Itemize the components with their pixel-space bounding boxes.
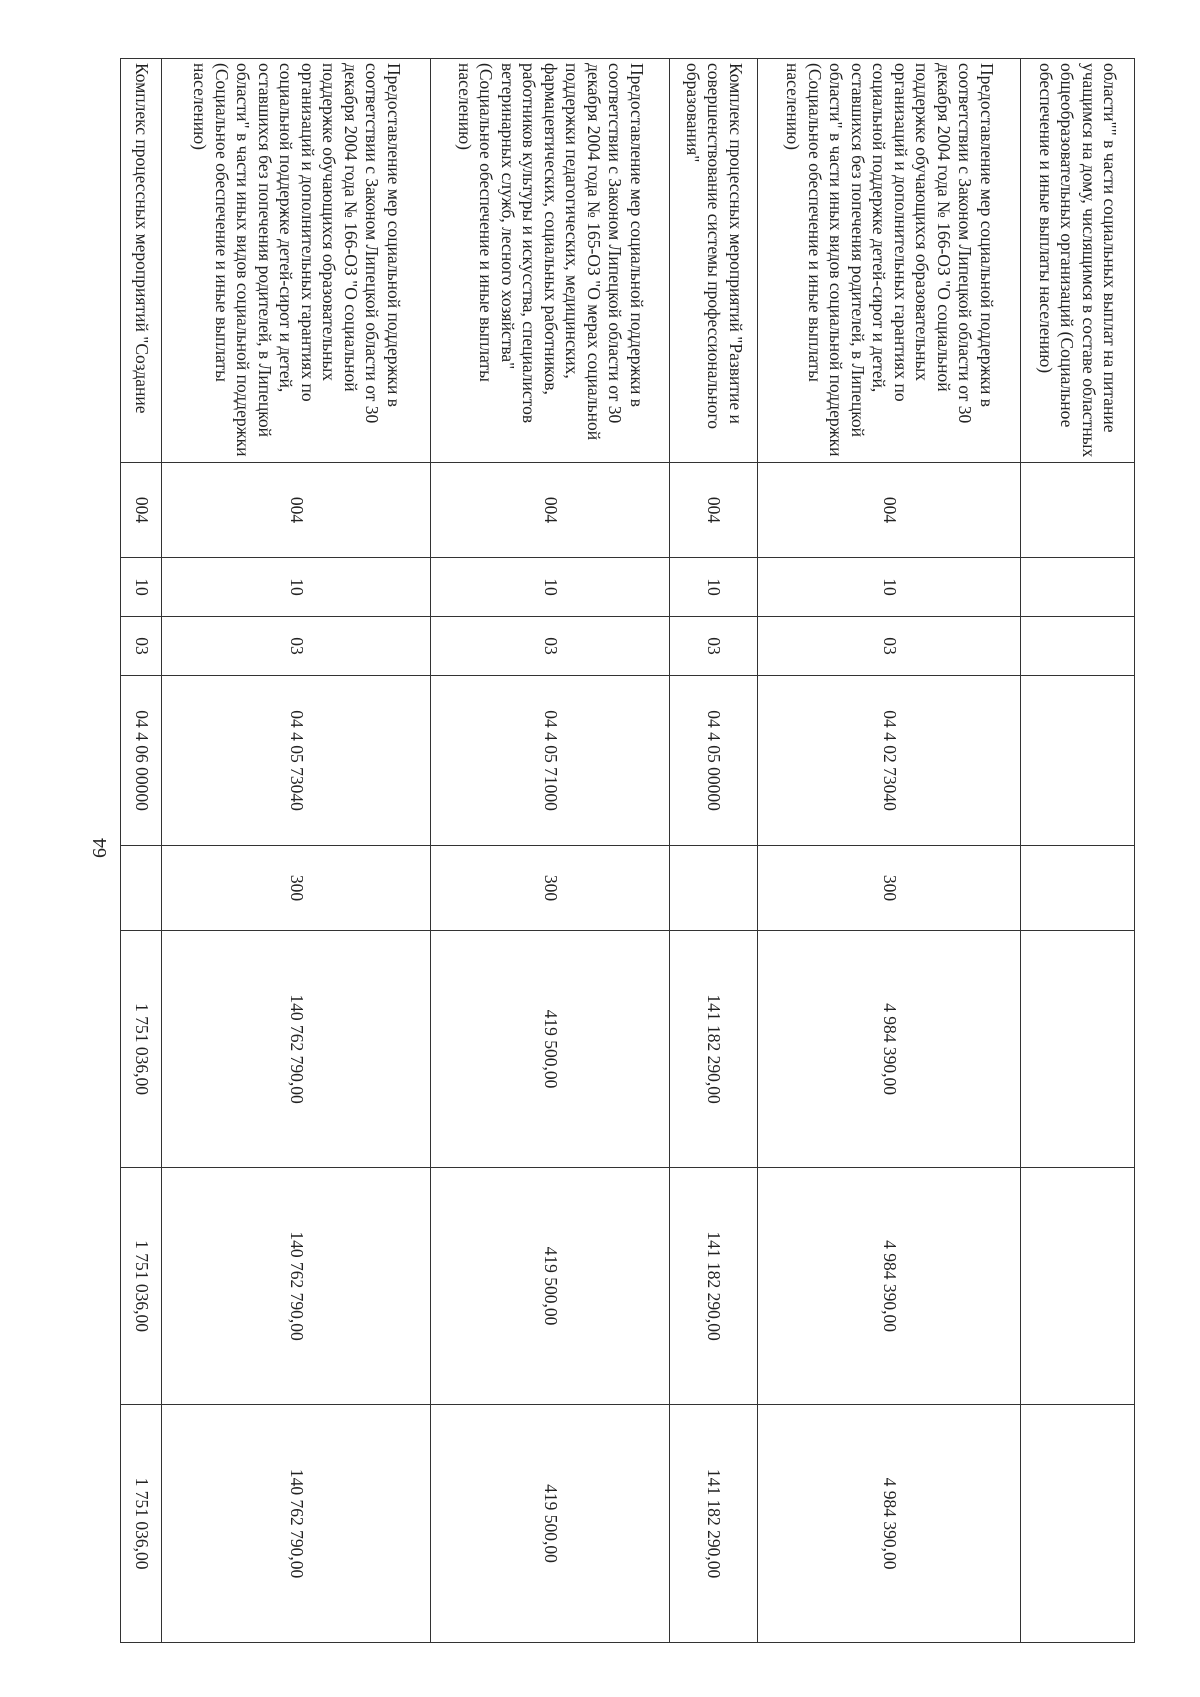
table-body [121,59,1135,1643]
table-row [431,59,669,1643]
grbs-code: 004 [162,463,431,558]
expense-type-code [1020,846,1134,931]
table-row [758,59,1021,1643]
grbs-code: 004 [121,463,162,558]
razdel-code: 10 [162,558,431,617]
amount-3: 140 762 790,00 [162,1405,431,1643]
table-row [669,59,758,1643]
target-article-code: 04 4 05 71000 [431,676,669,846]
amount-3: 4 984 390,00 [758,1405,1021,1643]
amount-3: 1 751 036,00 [121,1405,162,1643]
amount-3: 141 182 290,00 [669,1405,758,1643]
grbs-code: 004 [758,463,1021,558]
target-article-code: 04 4 05 00000 [669,676,758,846]
amount-2: 140 762 790,00 [162,1168,431,1405]
page-number: 64 [89,838,111,858]
rotated-page-content [120,58,1135,1642]
target-article-code [1020,676,1134,846]
amount-2: 1 751 036,00 [121,1168,162,1405]
grbs-code [1020,463,1134,558]
podrazdel-code: 03 [431,617,669,676]
podrazdel-code: 03 [669,617,758,676]
expense-type-code: 300 [431,846,669,931]
podrazdel-code: 03 [758,617,1021,676]
amount-2 [1020,1168,1134,1405]
expense-type-code: 300 [758,846,1021,931]
table-row [162,59,431,1643]
razdel-code [1020,558,1134,617]
grbs-code: 004 [431,463,669,558]
table-row [121,59,162,1643]
row-name: Предоставление мер социальной поддержки в соответствии с Законом Липецкой области от 30 декабря 2004 года № 166-ОЗ "О социальной поддержке обучающихся образовательных организаций и дополнительных гарантиях по социальной поддержке детей-сирот и детей, оставшихся без попечения родителей, в Липецкой области" в части иных видов социальной поддержки (Социальное обеспечение и иные выплаты населению) [162,59,431,463]
podrazdel-code: 03 [162,617,431,676]
amount-1: 1 751 036,00 [121,931,162,1168]
expense-type-code [669,846,758,931]
amount-1: 419 500,00 [431,931,669,1168]
target-article-code: 04 4 05 73040 [162,676,431,846]
razdel-code: 10 [669,558,758,617]
expense-type-code: 300 [162,846,431,931]
row-name: Комплекс процессных мероприятий "Развитие и совершенствование системы профессионального образования" [669,59,758,463]
amount-1 [1020,931,1134,1168]
table-row [1020,59,1134,1643]
amount-2: 419 500,00 [431,1168,669,1405]
budget-table [120,58,1135,1643]
amount-1: 141 182 290,00 [669,931,758,1168]
podrazdel-code: 03 [121,617,162,676]
podrazdel-code [1020,617,1134,676]
row-name: Предоставление мер социальной поддержки в соответствии с Законом Липецкой области от 30 декабря 2004 года № 165-ОЗ "О мерах социальной поддержки педагогических, медицинских, фармацевтических, социальных работников, работников культуры и искусства, специалистов ветеринарных служб, лесного хозяйства" (Социальное обеспечение и иные выплаты населению) [431,59,669,463]
row-name: Комплекс процессных мероприятий "Создание [121,59,162,463]
amount-2: 141 182 290,00 [669,1168,758,1405]
target-article-code: 04 4 02 73040 [758,676,1021,846]
amount-1: 140 762 790,00 [162,931,431,1168]
amount-2: 4 984 390,00 [758,1168,1021,1405]
amount-1: 4 984 390,00 [758,931,1021,1168]
row-name: области"" в части социальных выплат на питание учащимся на дому, числящимся в составе областных общеобразовательных организаций (Социальное обеспечение и иные выплаты населению) [1020,59,1134,463]
expense-type-code [121,846,162,931]
target-article-code: 04 4 06 00000 [121,676,162,846]
amount-3: 419 500,00 [431,1405,669,1643]
grbs-code: 004 [669,463,758,558]
amount-3 [1020,1405,1134,1643]
razdel-code: 10 [758,558,1021,617]
razdel-code: 10 [121,558,162,617]
row-name: Предоставление мер социальной поддержки в соответствии с Законом Липецкой области от 30 декабря 2004 года № 166-ОЗ "О социальной поддержке обучающихся образовательных организаций и дополнительных гарантиях по социальной поддержке детей-сирот и детей, оставшихся без попечения родителей, в Липецкой области" в части иных видов социальной поддержки (Социальное обеспечение и иные выплаты населению) [758,59,1021,463]
razdel-code: 10 [431,558,669,617]
